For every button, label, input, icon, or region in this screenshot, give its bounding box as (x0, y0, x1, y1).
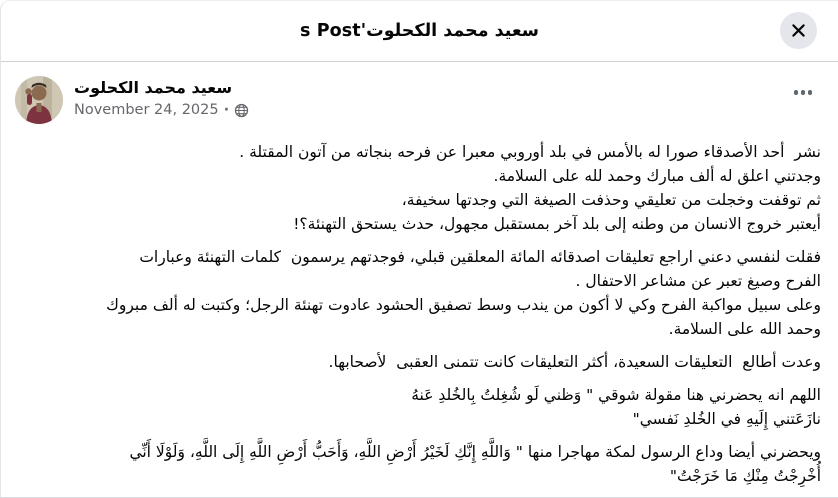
post-body (1, 124, 838, 488)
post-timestamp[interactable] (74, 102, 249, 118)
post-text-line: وعلى سبيل مواكبة الفرح وكي لا أكون من يندب وسط تصفيق الحشود عادوت تهنئة الرجل؛ وكتبت له ألف مبروك (106, 296, 821, 314)
post-text-line: وحمد الله على السلامة. (668, 320, 821, 338)
post-paragraph (15, 383, 821, 431)
post-text-line: أُخْرِجْتُ مِنْكِ مَا خَرَجْتُ" (669, 467, 821, 485)
dialog-title: سعيد محمد الكحلوت's Post (300, 21, 539, 41)
globe-icon (234, 103, 249, 118)
post-text-line: وجدتني اعلق له ألف مبارك وحمد لله على السلامة. (493, 167, 821, 185)
post-paragraph (15, 440, 821, 488)
post-text-line: أيعتبر خروج الانسان من وطنه إلى بلد آخر بمستقبل مجهول، حدث يستحق التهنئة؟! (293, 215, 821, 233)
author-name[interactable]: سعيد محمد الكحلوت (74, 78, 233, 97)
post-text-line: وعدت أطالع التعليقات السعيدة، أكثر التعليقات كانت تتمنى العقبى لأصحابها. (328, 353, 821, 371)
post-paragraph (15, 350, 821, 374)
post-paragraph (15, 140, 821, 236)
close-icon (789, 21, 808, 40)
post-text-line: اللهم انه يحضرني هنا مقولة شوقي " وَظني لَو شُغِلتُ بِالخُلدِ عَنهُ (411, 386, 821, 404)
post-paragraph (15, 245, 821, 341)
close-button[interactable] (780, 12, 817, 49)
post-text-line: نازَعَتني إِلَيهِ في الخُلدِ نَفسي" (632, 410, 821, 428)
post-text-line: ويحضرني أيضا وداع الرسول لمكة مهاجرا منها " وَاللَّهِ إِنَّكِ لَخَيْرُ أَرْضِ اللَّهِ، وَأَحَبُّ أَرْضِ اللَّهِ إِلَى اللَّهِ، وَلَوْلَا أَنِّي (129, 443, 821, 461)
avatar-image (15, 76, 63, 124)
post-text-line: الفرح وصيغ تعبر عن مشاعر الاحتفال . (575, 272, 821, 290)
post-text-line: فقلت لنفسي دعني اراجع تعليقات اصدقائه المائة المعلقين قبلي، فوجدتهم يرسمون كلمات التهنئة وعبارات (139, 248, 821, 266)
author-block (74, 76, 249, 124)
post-text-line: ثم توقفت وخجلت من تعليقي وحذفت الصيغة التي وجدتها سخيفة، (401, 191, 821, 209)
ellipsis-icon (794, 90, 799, 95)
dialog-header (1, 1, 838, 62)
meta-separator: · (223, 102, 230, 118)
post-text-line: نشر أحد الأصدقاء صورا له بالأمس في بلد أوروبي معبرا عن فرحه بنجاته من آتون المقتلة . (239, 143, 821, 161)
ellipsis-icon (808, 90, 813, 95)
post-header (1, 62, 838, 124)
ellipsis-icon (801, 90, 806, 95)
avatar[interactable] (15, 76, 63, 124)
more-options-button[interactable] (792, 84, 815, 101)
post-date: November 24, 2025 (74, 102, 219, 118)
